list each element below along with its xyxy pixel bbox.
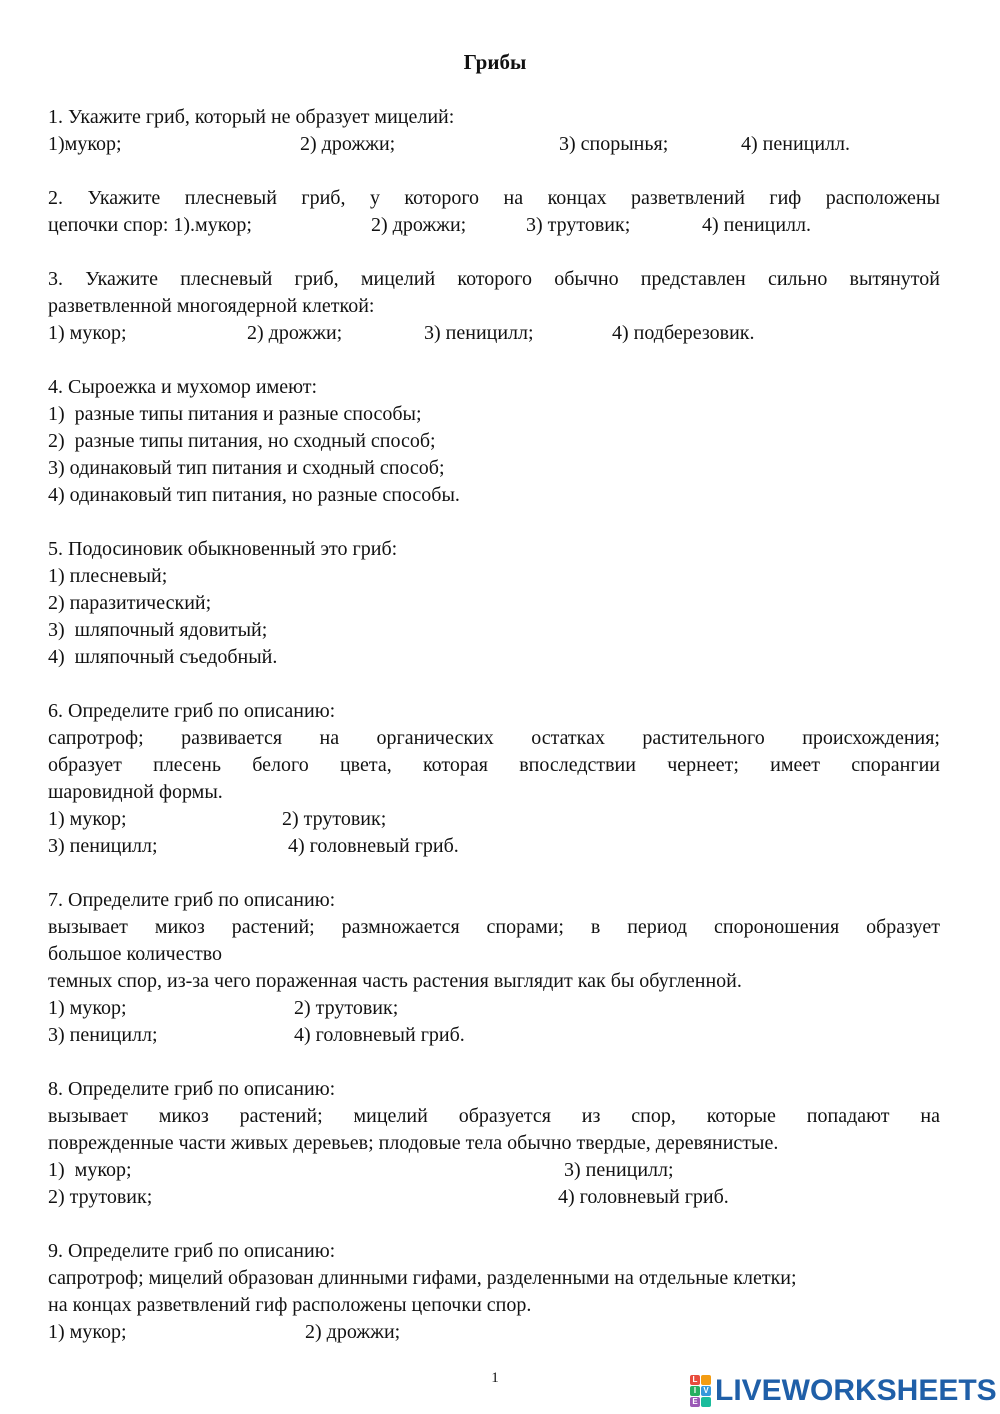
question-7-option-2[interactable]: 2) трутовик; <box>294 997 399 1019</box>
question-3-options <box>48 320 940 347</box>
question-9-desc: сапротроф; мицелий образован длинными гифами, разделенными на отдельные клетки; <box>48 1267 797 1289</box>
question-4-option-2[interactable]: 2) разные типы питания, но сходный способ; <box>48 430 436 452</box>
question-9-options <box>48 1319 940 1346</box>
question-2-options <box>48 212 940 239</box>
question-9-desc: на концах разветвлений гиф расположены цепочки спор. <box>48 1294 532 1316</box>
question-9-option-1[interactable]: 1) мукор; <box>48 1321 127 1343</box>
question-8-option-1[interactable]: 1) мукор; <box>48 1159 132 1181</box>
question-4-option-3[interactable]: 3) одинаковый тип питания и сходный способ; <box>48 457 445 479</box>
question-6-desc: шаровидной формы. <box>48 781 223 803</box>
question-2-option-4[interactable]: 4) пеницилл. <box>702 214 812 236</box>
question-3-text: 3. Укажите плесневый гриб, мицелий которого обычно представлен сильно вытянутой <box>48 268 940 290</box>
liveworksheets-logo[interactable] <box>690 1373 997 1409</box>
question-4-option-4[interactable]: 4) одинаковый тип питания, но разные способы. <box>48 484 460 506</box>
question-7-options-row-2 <box>48 1022 940 1049</box>
question-5-option-4[interactable]: 4) шляпочный съедобный. <box>48 646 278 668</box>
question-9-text: 9. Определите гриб по описанию: <box>48 1240 336 1262</box>
question-6-text: 6. Определите гриб по описанию: <box>48 700 336 722</box>
question-1-option-4[interactable]: 4) пеницилл. <box>741 133 851 155</box>
questions-list <box>48 104 940 1346</box>
question-7-desc: темных спор, из-за чего пораженная часть растения выглядит как бы обугленной. <box>48 970 742 992</box>
question-6-option-2[interactable]: 2) трутовик; <box>282 808 387 830</box>
question-2-option-1[interactable]: цепочки спор: 1).мукор; <box>48 214 252 236</box>
question-9-option-2[interactable]: 2) дрожжи; <box>305 1321 401 1343</box>
question-3-text-cont: разветвленной многоядерной клеткой: <box>48 295 375 317</box>
question-5-option-2[interactable]: 2) паразитический; <box>48 592 212 614</box>
question-5-option-3[interactable]: 3) шляпочный ядовитый; <box>48 619 268 641</box>
question-1-text: 1. Укажите гриб, который не образует мицелий: <box>48 106 455 128</box>
question-7-option-3[interactable]: 3) пеницилл; <box>48 1024 158 1046</box>
question-8-desc: поврежденные части живых деревьев; плодовые тела обычно твердые, деревянистые. <box>48 1132 779 1154</box>
page-number: 1 <box>491 1370 499 1386</box>
question-8-option-3[interactable]: 3) пеницилл; <box>564 1159 674 1181</box>
question-8-options-row-2 <box>48 1184 940 1211</box>
question-6-desc: сапротроф; развивается на органических остатках растительного происхождения; <box>48 727 940 749</box>
question-5-text: 5. Подосиновик обыкновенный это гриб: <box>48 538 398 560</box>
question-1-option-1[interactable]: 1)мукор; <box>48 133 122 155</box>
question-7-options-row-1 <box>48 995 940 1022</box>
question-6-desc: образует плесень белого цвета, которая впоследствии чернеет; имеет спорангии <box>48 754 940 776</box>
question-3-option-3[interactable]: 3) пеницилл; <box>424 322 534 344</box>
question-8-option-4[interactable]: 4) головневый гриб. <box>558 1186 729 1208</box>
question-8-desc: вызывает микоз растений; мицелий образуется из спор, которые попадают на <box>48 1105 940 1127</box>
question-3-option-1[interactable]: 1) мукор; <box>48 322 127 344</box>
question-8-text: 8. Определите гриб по описанию: <box>48 1078 336 1100</box>
question-8-options-row-1 <box>48 1157 940 1184</box>
question-1-options <box>48 131 940 158</box>
question-2-option-2[interactable]: 2) дрожжи; <box>371 214 467 236</box>
question-7-option-1[interactable]: 1) мукор; <box>48 997 127 1019</box>
question-3-option-2[interactable]: 2) дрожжи; <box>247 322 343 344</box>
question-5-option-1[interactable]: 1) плесневый; <box>48 565 168 587</box>
question-2-option-3[interactable]: 3) трутовик; <box>526 214 631 236</box>
question-6-option-3[interactable]: 3) пеницилл; <box>48 835 158 857</box>
question-3-option-4[interactable]: 4) подберезовик. <box>612 322 755 344</box>
question-6-options-row-1 <box>48 806 940 833</box>
question-1-option-3[interactable]: 3) спорынья; <box>559 133 669 155</box>
question-1-option-2[interactable]: 2) дрожжи; <box>300 133 396 155</box>
question-7-text: 7. Определите гриб по описанию: <box>48 889 336 911</box>
question-7-desc: вызывает микоз растений; размножается спорами; в период спороношения образует <box>48 916 940 938</box>
question-4-option-1[interactable]: 1) разные типы питания и разные способы; <box>48 403 422 425</box>
question-6-options-row-2 <box>48 833 940 860</box>
question-4-text: 4. Сыроежка и мухомор имеют: <box>48 376 318 398</box>
question-8-option-2[interactable]: 2) трутовик; <box>48 1186 153 1208</box>
liveworksheets-logo-icon: L I V E <box>690 1375 711 1407</box>
question-2-text: 2. Укажите плесневый гриб, у которого на концах разветвлений гиф расположены <box>48 187 940 209</box>
liveworksheets-brand-text: LIVEWORKSHEETS <box>715 1374 997 1407</box>
question-6-option-4[interactable]: 4) головневый гриб. <box>288 835 459 857</box>
question-7-desc: большое количество <box>48 943 223 965</box>
page-title: Грибы <box>463 50 527 74</box>
question-7-option-4[interactable]: 4) головневый гриб. <box>294 1024 465 1046</box>
question-6-option-1[interactable]: 1) мукор; <box>48 808 127 830</box>
